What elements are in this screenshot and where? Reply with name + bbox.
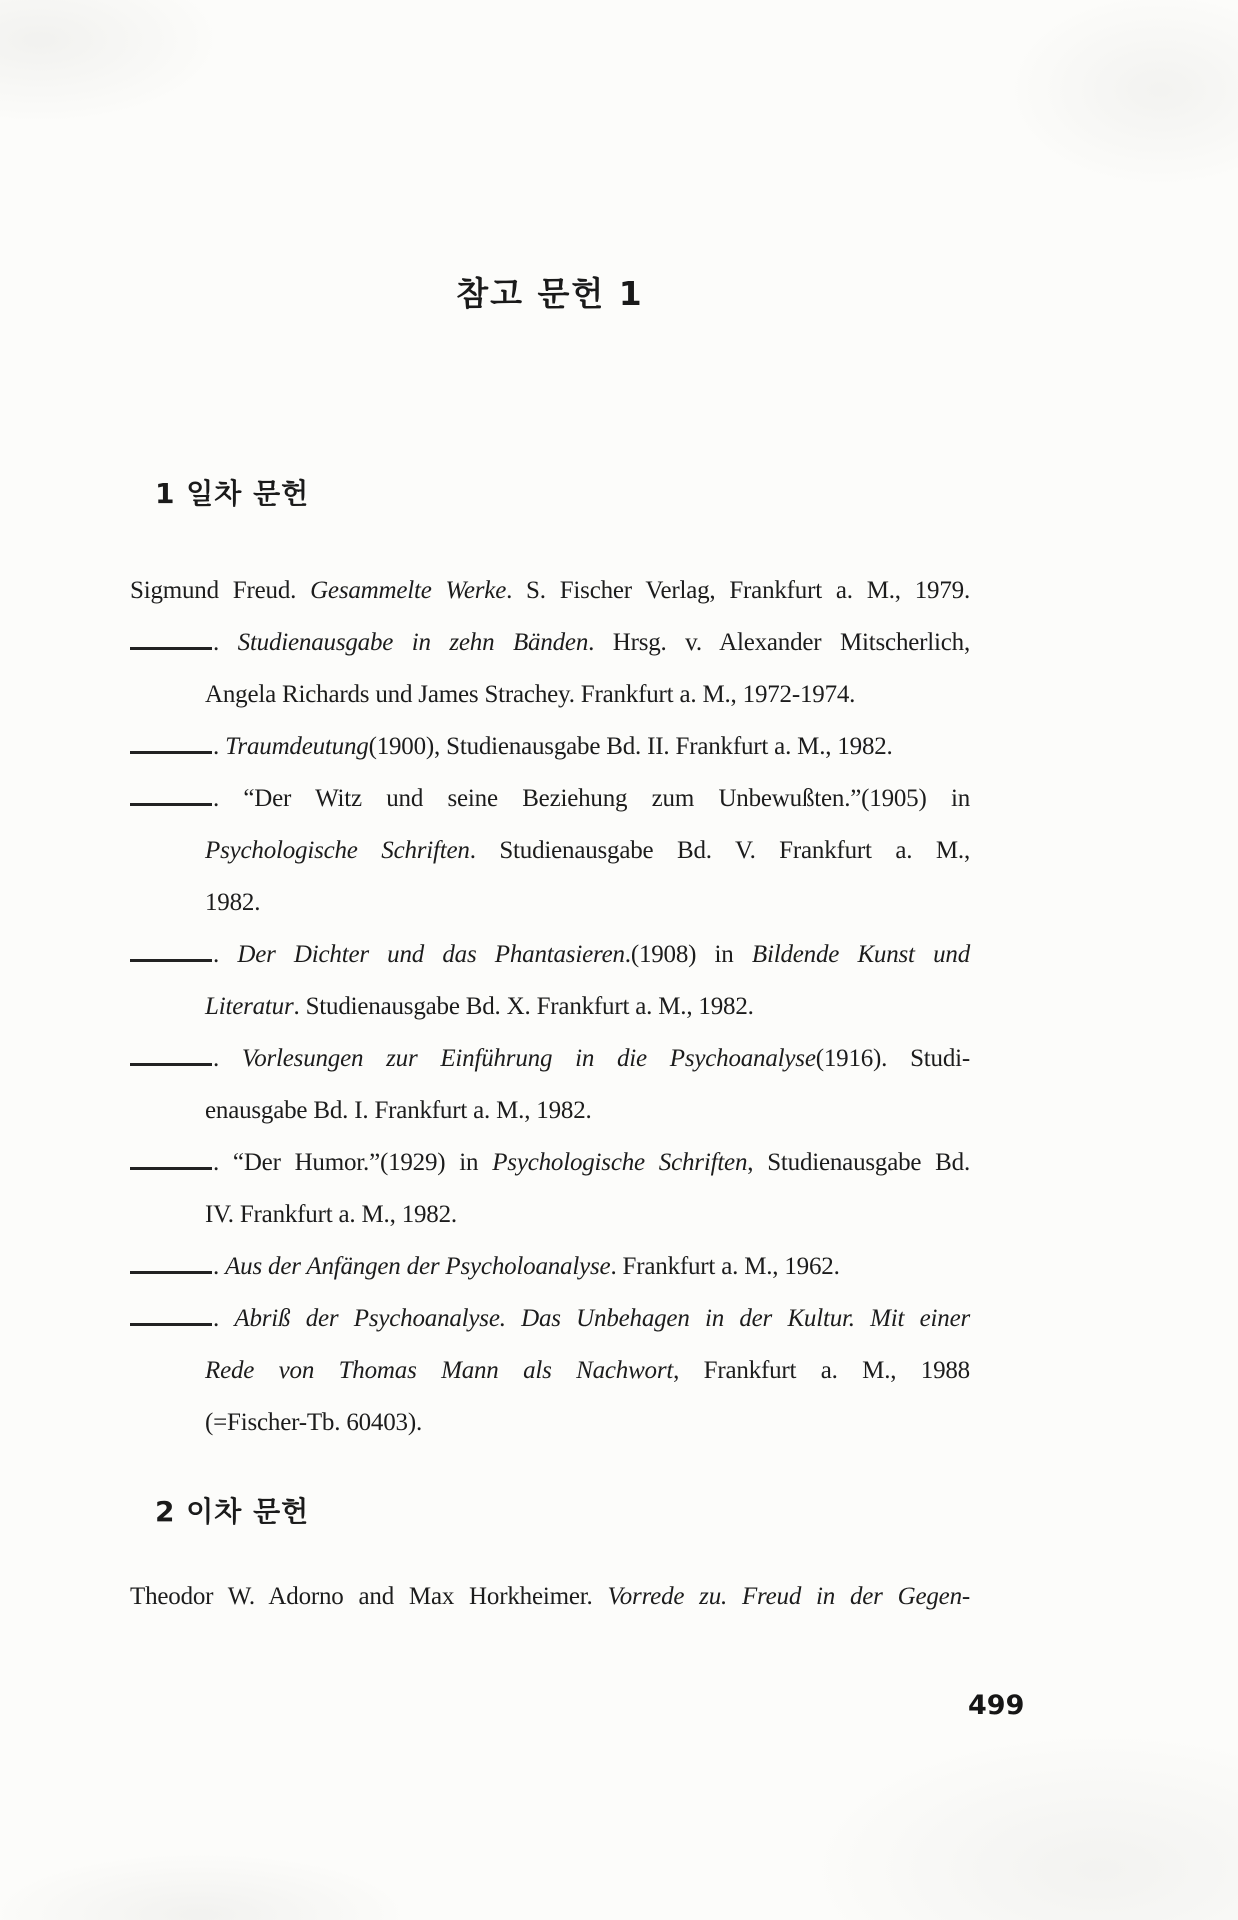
roman-text-run: . “Der Witz und seine Beziehung zum Unbewußten.”(1905) in (213, 785, 970, 812)
roman-text-run: (=Fischer-Tb. 60403). (205, 1409, 422, 1436)
repeat-author-blank-rule (130, 1149, 212, 1170)
roman-text-run: . “Der Humor.”(1929) in (213, 1149, 493, 1176)
roman-text-run: .(1908) in (624, 941, 752, 968)
roman-text-run: . (213, 1253, 226, 1280)
roman-text-run: enausgabe Bd. I. Frankfurt a. M., 1982. (205, 1097, 592, 1124)
italic-text-run: Aus der Anfängen der Psycholoanalyse (225, 1253, 611, 1280)
italic-text-run: Studienausgabe in zehn Bänden (237, 629, 589, 656)
bibliography-entry-line (130, 1189, 970, 1241)
bibliography-entry-line (130, 1345, 970, 1397)
bibliography-entry-line (130, 877, 970, 929)
bibliography-entry-line (130, 1085, 970, 1137)
repeat-author-blank-rule (130, 1253, 212, 1274)
bibliography-entry-line (130, 1397, 970, 1449)
italic-text-run: Vorrede zu. Freud in der Gegen- (607, 1583, 970, 1610)
italic-text-run: Vorlesungen zur Einführung in die Psychoanalyse (241, 1045, 816, 1072)
bibliography-entry-line (130, 773, 970, 825)
bibliography-entry-line (130, 1293, 970, 1345)
roman-text-run: , Frankfurt a. M., 1988 (673, 1357, 970, 1384)
roman-text-run: IV. Frankfurt a. M., 1982. (205, 1201, 457, 1228)
roman-text-run: (1916). Studi- (815, 1045, 971, 1072)
repeat-author-blank-rule (130, 629, 212, 650)
bibliography-entry-line (130, 669, 970, 721)
italic-text-run: Der Dichter und das Phantasieren (237, 941, 625, 968)
bibliography-entry-line (130, 1033, 970, 1085)
bibliography-list-primary (130, 565, 970, 1449)
bibliography-entry-line (130, 981, 970, 1033)
roman-text-run: 1982. (205, 889, 261, 916)
section-heading-primary-sources: 1 일차 문헌 (155, 477, 310, 510)
bibliography-entry-line (130, 565, 970, 617)
italic-text-run: Abriß der Psychoanalyse. Das Unbehagen in der Kultur. Mit einer (234, 1305, 970, 1332)
italic-text-run: Gesammelte Werke (310, 577, 507, 604)
roman-text-run: . (213, 941, 238, 968)
roman-text-run: . S. Fischer Verlag, Frankfurt a. M., 1979. (506, 577, 971, 604)
roman-text-run: Angela Richards und James Strachey. Frankfurt a. M., 1972-1974. (205, 681, 856, 708)
repeat-author-blank-rule (130, 1045, 212, 1066)
bibliography-entry-line (130, 825, 970, 877)
roman-text-run: Sigmund Freud. (130, 577, 311, 604)
bibliography-entry-line (130, 1241, 970, 1293)
page-number: 499 (968, 1690, 1025, 1721)
roman-text-run: . (213, 1045, 242, 1072)
repeat-author-blank-rule (130, 785, 212, 806)
roman-text-run: . Studienausgabe Bd. V. Frankfurt a. M., (469, 837, 970, 864)
bibliography-entry-line (130, 929, 970, 981)
roman-text-run: , Studienausgabe Bd. (747, 1149, 970, 1176)
bibliography-list-secondary (130, 1571, 970, 1623)
section-heading-secondary-sources: 2 이차 문헌 (155, 1495, 310, 1528)
italic-text-run: Rede von Thomas Mann als Nachwort (205, 1357, 674, 1384)
repeat-author-blank-rule (130, 941, 212, 962)
roman-text-run: Theodor W. Adorno and Max Horkheimer. (130, 1583, 608, 1610)
roman-text-run: . (213, 1305, 235, 1332)
italic-text-run: Traumdeutung (225, 733, 369, 760)
italic-text-run: Literatur (205, 993, 294, 1020)
roman-text-run: . (213, 629, 238, 656)
bibliography-entry-line (130, 721, 970, 773)
bibliography-entry-line (130, 1137, 970, 1189)
repeat-author-blank-rule (130, 733, 212, 754)
page-title: 참고 문헌 1 (456, 274, 644, 313)
bibliography-entry-line (130, 1571, 970, 1623)
repeat-author-blank-rule (130, 1305, 212, 1326)
roman-text-run: . Hrsg. v. Alexander Mitscherlich, (588, 629, 971, 656)
roman-text-run: . (213, 733, 226, 760)
roman-text-run: . Frankfurt a. M., 1962. (610, 1253, 840, 1280)
italic-text-run: Psychologische Schriften (205, 837, 470, 864)
italic-text-run: Psychologische Schriften (492, 1149, 748, 1176)
bibliography-entry-line (130, 617, 970, 669)
roman-text-run: (1900), Studienausgabe Bd. II. Frankfurt a. M., 1982. (368, 733, 893, 760)
roman-text-run: . Studienausgabe Bd. X. Frankfurt a. M., 1982. (293, 993, 754, 1020)
italic-text-run: Bildende Kunst und (751, 941, 970, 968)
